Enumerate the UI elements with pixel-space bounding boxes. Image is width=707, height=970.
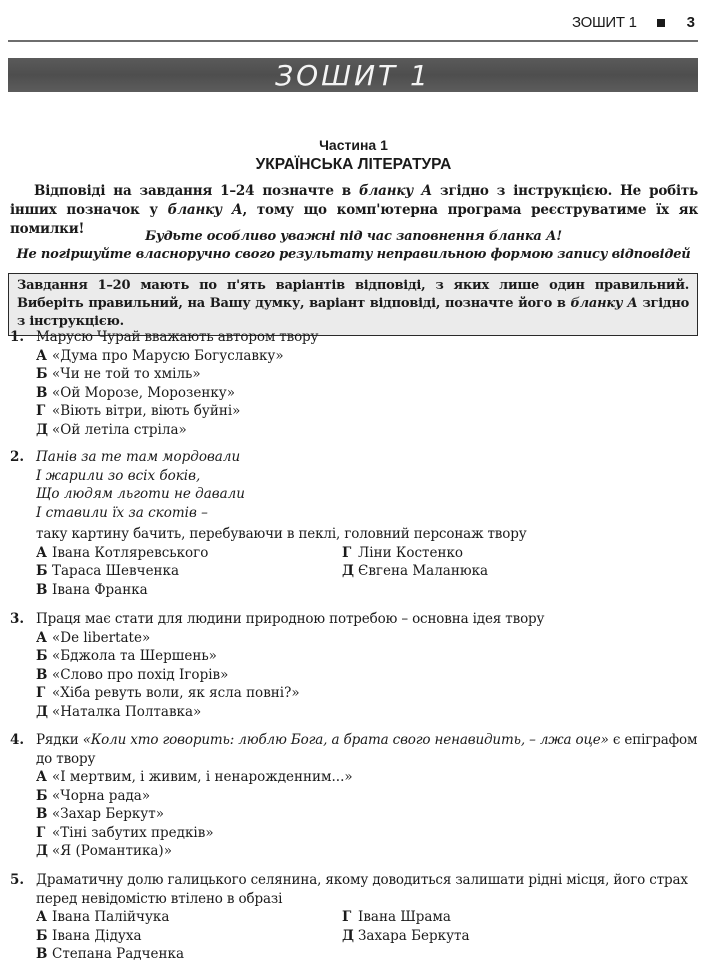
option-d[interactable]	[36, 703, 700, 722]
option-letter: А	[36, 347, 47, 364]
option-letter: Б	[36, 648, 48, 664]
running-title: ЗОШИТ 1	[571, 14, 637, 31]
option-text: Євгена Маланюка	[358, 563, 489, 579]
option-text: Івана Франка	[52, 581, 148, 598]
option-d[interactable]	[342, 927, 642, 946]
option-g[interactable]	[342, 544, 642, 563]
banner-title: ЗОШИТ 1	[275, 58, 431, 92]
question-stem: Марусю Чурай вважають автором твору	[36, 329, 319, 345]
option-v[interactable]	[36, 581, 342, 600]
question-3	[10, 610, 700, 721]
question-1	[10, 328, 700, 439]
option-letter: В	[36, 384, 48, 401]
question-5	[10, 871, 700, 964]
task-box-emphasis: бланку А	[570, 296, 638, 311]
option-letter: Д	[36, 421, 49, 438]
option-text: Захара Беркута	[358, 927, 470, 944]
stem-quote: «Коли хто говорить: люблю Бога, а брата свого ненавидить, – лжа оце»	[82, 732, 609, 748]
option-g[interactable]	[36, 824, 700, 843]
option-g[interactable]	[36, 684, 700, 703]
option-letter: Б	[36, 366, 48, 382]
question-number: 3.	[10, 611, 25, 627]
option-text: «Ой летіла стріла»	[52, 421, 187, 438]
instructions-text: згідно з інструкцією. Не робіть інших позначок у	[10, 183, 698, 218]
instructions-emphasis: бланку А	[358, 183, 433, 199]
task-instructions-box	[8, 273, 698, 336]
option-b[interactable]	[36, 562, 342, 581]
option-text: «Чи не той то хміль»	[52, 366, 201, 382]
option-b[interactable]	[36, 647, 700, 666]
option-letter: Б	[36, 927, 48, 944]
option-a[interactable]	[36, 629, 700, 648]
option-d[interactable]	[36, 842, 700, 861]
question-number: 4.	[10, 732, 25, 748]
part-subtitle: УКРАЇНСЬКА ЛІТЕРАТУРА	[255, 156, 452, 173]
option-b[interactable]	[36, 927, 342, 946]
instructions-text: , тому що комп'ютерна програма реєструватиме їх як помилки!	[10, 202, 699, 237]
option-letter: Г	[36, 824, 46, 841]
option-text: «De libertate»	[52, 629, 151, 646]
option-text: «Захар Беркут»	[52, 806, 164, 822]
option-letter: Г	[342, 909, 352, 925]
option-v[interactable]	[36, 945, 342, 964]
option-letter: А	[36, 909, 47, 925]
question-2	[10, 448, 700, 599]
option-a[interactable]	[36, 544, 342, 563]
option-text: «Бджола та Шершень»	[52, 648, 217, 664]
option-v[interactable]	[36, 384, 700, 403]
warning-note	[0, 228, 707, 264]
option-b[interactable]	[36, 787, 700, 806]
option-letter: В	[36, 581, 48, 598]
warning-line-1: Будьте особливо уважні під час заповнення бланка А!	[145, 229, 562, 244]
options-grid	[36, 544, 700, 600]
option-text: Івана Дідуха	[52, 927, 142, 944]
option-text: «Ой Морозе, Морозенку»	[52, 384, 235, 401]
option-d[interactable]	[342, 562, 642, 581]
option-letter: А	[36, 629, 47, 646]
stem-text: є епіграфом до твору	[36, 732, 698, 767]
option-letter: А	[36, 769, 47, 785]
option-letter: Д	[36, 703, 49, 720]
option-letter: В	[36, 666, 48, 683]
poem-line: І ставили їх за скотів –	[36, 504, 208, 521]
option-text: «І мертвим, і живим, і ненарожденним...»	[52, 769, 353, 785]
option-text: Степана Радченка	[52, 946, 185, 962]
option-letter: Г	[36, 403, 46, 419]
poem-line: Панів за те там мордовали	[36, 449, 241, 465]
option-g[interactable]	[342, 908, 642, 927]
question-stem: таку картину бачить, перебуваючи в пеклі, головний персонаж твору	[36, 526, 527, 542]
part-heading	[0, 136, 707, 174]
section-banner	[8, 58, 698, 92]
option-text: Тараса Шевченка	[52, 563, 180, 579]
options-grid	[36, 908, 700, 964]
option-text: «Наталка Полтавка»	[52, 703, 202, 720]
poem-line: Що людям льготи не давали	[36, 486, 245, 502]
option-d[interactable]	[36, 421, 700, 440]
question-stem: Драматичну долю галицького селянина, якому доводиться залишати рідні місця, його страх перед невідомістю втілено в образі	[36, 872, 688, 907]
option-letter: Б	[36, 787, 48, 804]
option-text: «Я (Романтика)»	[52, 843, 172, 859]
option-text: «Слово про похід Ігорів»	[52, 666, 229, 683]
option-text: «Віють вітри, віють буйні»	[52, 403, 241, 419]
option-text: Івана Палійчука	[52, 909, 170, 925]
instructions-emphasis: бланку А	[167, 202, 243, 218]
option-text: «Тіні забутих предків»	[52, 824, 214, 841]
option-text: Івана Котляревського	[52, 544, 209, 561]
option-v[interactable]	[36, 666, 700, 685]
option-g[interactable]	[36, 402, 700, 421]
square-bullet-icon	[657, 19, 665, 27]
question-number: 5.	[10, 872, 25, 888]
question-number: 2.	[10, 449, 25, 465]
option-letter: А	[36, 544, 47, 561]
option-text: Ліни Костенко	[358, 544, 464, 561]
option-v[interactable]	[36, 805, 700, 824]
option-text: Івана Шрама	[358, 909, 451, 925]
option-letter: Д	[342, 927, 355, 944]
question-number: 1.	[10, 329, 25, 345]
option-letter: Д	[342, 563, 355, 579]
option-a[interactable]	[36, 347, 700, 366]
option-letter: В	[36, 946, 48, 962]
task-box-text: згідно з інструкцією.	[17, 296, 690, 329]
question-stem: Праця має стати для людини природною потребою – основна ідея твору	[36, 611, 545, 627]
option-a[interactable]	[36, 768, 700, 787]
question-stem	[36, 731, 700, 768]
option-letter: Г	[36, 685, 46, 701]
option-letter: Б	[36, 563, 48, 579]
running-header	[572, 14, 695, 31]
option-b[interactable]	[36, 365, 700, 384]
option-letter: В	[36, 806, 48, 822]
option-letter: Д	[36, 843, 49, 859]
header-divider	[8, 40, 698, 42]
instructions-text: Відповіді на завдання 1–24 позначте в	[34, 183, 359, 199]
option-text: «Хіба ревуть воли, як ясла повні?»	[52, 685, 300, 701]
part-title: Частина 1	[319, 137, 388, 153]
option-a[interactable]	[36, 908, 342, 927]
poem-line: І жарили зо всіх боків,	[36, 467, 201, 484]
page-number: 3	[686, 14, 695, 31]
option-text: «Дума про Марусю Богуславку»	[52, 347, 284, 364]
task-box-text: Завдання 1–20 мають по п'ять варіантів відповіді, з яких лише один правильний. Виберіть правильний, на Вашу думку, варіант відповіді, позначте його в	[17, 278, 689, 311]
option-letter: Г	[342, 544, 352, 561]
option-text: «Чорна рада»	[52, 787, 151, 804]
warning-line-2: Не погіршуйте власноручно свого результату неправильною формою запису відповідей	[16, 247, 691, 262]
stem-text: Рядки	[36, 732, 83, 748]
question-4	[10, 731, 700, 861]
